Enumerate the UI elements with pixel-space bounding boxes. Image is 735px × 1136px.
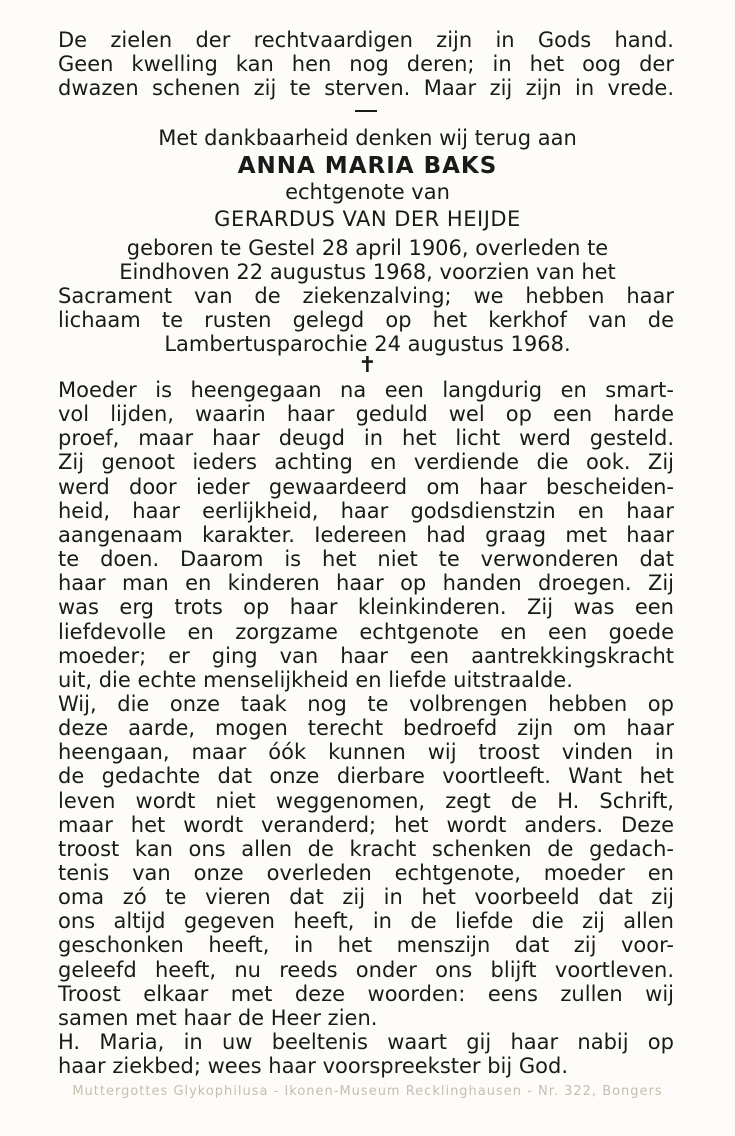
cross-icon: ✝ [358, 353, 377, 378]
body-line: werd door ieder gewaardeerd om haar bescheiden- [58, 475, 674, 499]
spouse-of-label: echtgenote van [285, 180, 450, 204]
body-line: haar man en kinderen haar op handen droegen. Zij [58, 571, 674, 595]
deceased-name: ANNA MARIA BAKS [237, 153, 498, 179]
details-line-3: Sacrament van de ziekenzalving; we hebben haar [58, 284, 674, 308]
body-line: liefdevolle en zorgzame echtgenote en een goede [58, 620, 674, 644]
details-line-2: Eindhoven 22 augustus 1968, voorzien van het [119, 260, 616, 284]
body-line: maar het wordt veranderd; het wordt anders. Deze [58, 813, 674, 837]
body-line: samen met haar de Heer zien. [58, 1006, 378, 1030]
verse-line-1: De zielen der rechtvaardigen zijn in Gods hand. [58, 28, 674, 52]
body-line: deze aarde, mogen terecht bedroefd zijn om haar [58, 716, 674, 740]
body-line: geschonken heeft, in het menszijn dat zij voor- [58, 933, 674, 957]
footer-credit: Muttergottes Glykophilusa - Ikonen-Museum Recklinghausen - Nr. 322, Bongers [72, 1084, 663, 1099]
body-line: Wij, die onze taak nog te volbrengen hebben op [58, 692, 674, 716]
body-line: haar ziekbed; wees haar voorspreekster bij God. [58, 1054, 569, 1078]
body-line: heid, haar eerlijkheid, haar godsdienstzin en haar [58, 499, 674, 523]
body-line: Moeder is heengegaan na een langdurig en smart- [58, 378, 674, 402]
body-line: leven wordt niet weggenomen, zegt de H. Schrift, [58, 789, 674, 813]
body-line: was erg trots op haar kleinkinderen. Zij was een [58, 595, 674, 619]
body-line: geleefd heeft, nu reeds onder ons blijft voortleven. [58, 958, 674, 982]
details-line-5: Lambertusparochie 24 augustus 1968. [164, 332, 571, 356]
body-line: de gedachte dat onze dierbare voortleeft. Want het [58, 764, 674, 788]
separator-dash [355, 110, 377, 112]
body-line: tenis van onze overleden echtgenote, moeder en [58, 861, 674, 885]
body-line: troost kan ons allen de kracht schenken de gedach- [58, 837, 674, 861]
body-line: Troost elkaar met deze woorden: eens zullen wij [58, 982, 674, 1006]
body-line: uit, die echte menselijkheid en liefde uitstraalde. [58, 668, 573, 692]
verse-line-3: dwazen schenen zij te sterven. Maar zij zijn in vrede. [58, 76, 674, 100]
details-line-1: geboren te Gestel 28 april 1906, overleden te [126, 236, 609, 260]
body-line: moeder; er ging van haar een aantrekkingskracht [58, 644, 674, 668]
body-line: ons altijd gegeven heeft, in de liefde die zij allen [58, 909, 674, 933]
body-line: vol lijden, waarin haar geduld wel op een harde [58, 402, 674, 426]
body-line: aangenaam karakter. Iedereen had graag met haar [58, 523, 674, 547]
body-line: Zij genoot ieders achting en verdiende die ook. Zij [58, 450, 674, 474]
body-line: heengaan, maar óók kunnen wij troost vinden in [58, 740, 674, 764]
body-line: H. Maria, in uw beeltenis waart gij haar nabij op [58, 1030, 674, 1054]
verse-line-2: Geen kwelling kan hen nog deren; in het oog der [58, 52, 674, 76]
body-line: te doen. Daarom is het niet te verwonderen dat [58, 547, 674, 571]
body-line: proef, maar haar deugd in het licht werd gesteld. [58, 426, 674, 450]
spouse-name: GERARDUS VAN DER HEIJDE [214, 207, 521, 231]
details-line-4: lichaam te rusten gelegd op het kerkhof van de [58, 308, 674, 332]
body-line: oma zó te vieren dat zij in het voorbeeld dat zij [58, 885, 674, 909]
intro-line: Met dankbaarheid denken wij terug aan [158, 126, 577, 150]
